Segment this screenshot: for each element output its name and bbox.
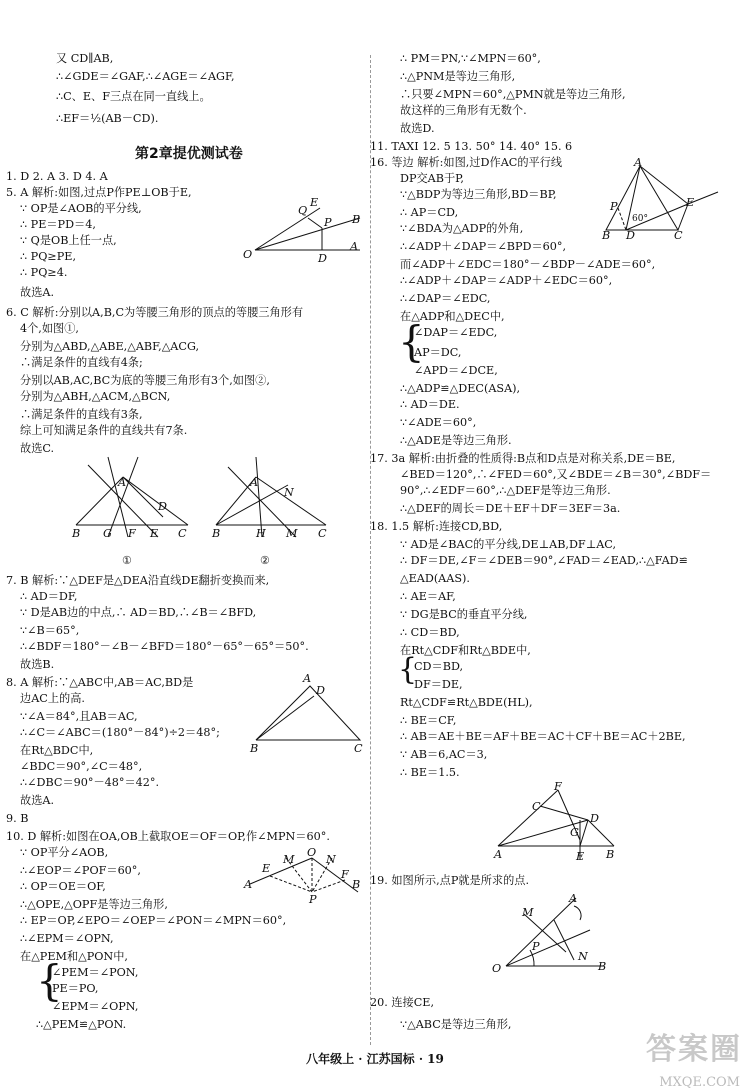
- left-line: ∠EPM＝∠OPN,: [52, 1000, 139, 1013]
- left-line: ∵ D是AB边的中点,∴ AD＝BD,∴∠B＝∠BFD,: [20, 606, 257, 619]
- right-line: ∵△ABC是等边三角形,: [400, 1018, 512, 1031]
- right-line: ∴ CD＝BD,: [400, 626, 460, 639]
- fig-q6b-label: N: [284, 486, 294, 499]
- right-line: DP交AB于P,: [400, 172, 464, 185]
- right-line: ∴ BE＝1.5.: [400, 766, 460, 779]
- left-line: ∴∠GDE＝∠GAF,∴∠AGE＝∠AGF,: [56, 70, 235, 83]
- left-line: ∴∠EOP＝∠POF＝60°,: [20, 864, 141, 877]
- fig-q16-label: B: [602, 229, 611, 242]
- fig-q6a-label: E: [150, 527, 159, 540]
- fig-q16-label: E: [686, 196, 695, 209]
- left-line: 10. D 解析:如图在OA,OB上截取OE＝OF＝OP,作∠MPN＝60°.: [6, 830, 330, 843]
- fig-q6b-label: A: [250, 476, 259, 489]
- fig-q16-label: P: [610, 200, 618, 213]
- right-line: ∴只要∠MPN＝60°,△PMN就是等边三角形,: [400, 88, 626, 101]
- right-line: 在△ADP和△DEC中,: [400, 310, 505, 323]
- left-line: 综上可知满足条件的直线共有7条.: [20, 424, 188, 437]
- left-line: ∴ PE＝PD＝4,: [20, 218, 96, 231]
- right-line: 而∠ADP＋∠EDC＝180°－∠BDP－∠ADE＝60°,: [400, 258, 656, 271]
- right-line: ∴∠ADP＋∠DAP＝∠BPD＝60°,: [400, 240, 567, 253]
- right-line: 90°,∴∠EDF＝60°,∴△DEF是等边三角形.: [400, 484, 611, 497]
- column-divider: [370, 55, 371, 1045]
- right-line: ∴ AB＝AE＋BE＝AF＋BE＝AC＋CF＋BE＝AC＋2BE,: [400, 730, 686, 743]
- left-line: 5. A 解析:如图,过点P作PE⊥OB于E,: [6, 186, 192, 199]
- fig-q5-label: D: [318, 252, 327, 265]
- right-line: 19. 如图所示,点P就是所求的点.: [370, 874, 530, 887]
- fig-q8-label: D: [316, 684, 325, 697]
- fig-q10-label: P: [309, 893, 317, 906]
- left-line: 在Rt△BDC中,: [20, 744, 94, 757]
- fig-q16-label: D: [626, 229, 635, 242]
- right-line: 20. 连接CE,: [370, 996, 435, 1009]
- left-line: 又 CD∥AB,: [56, 52, 114, 65]
- right-line: ∴ BE＝CF,: [400, 714, 457, 727]
- right-line: ∵∠ADE＝60°,: [400, 416, 477, 429]
- fig-q19-label: P: [532, 940, 540, 953]
- fig-q6b-label: H: [256, 527, 266, 540]
- left-line: ∴ AD＝DF,: [20, 590, 78, 603]
- left-line: ∴满足条件的直线有4条;: [20, 356, 143, 369]
- left-line: ∴满足条件的直线有3条,: [20, 408, 143, 421]
- right-line: ∴ AP＝CD,: [400, 206, 459, 219]
- right-line: ∠BED＝120°,∴∠FED＝60°,又∠BDE＝∠B＝30°,∠BDF＝: [400, 468, 712, 481]
- fig-q5-label: Q: [298, 204, 308, 217]
- fig-q19-label: M: [522, 906, 534, 919]
- right-line: ∵△BDP为等边三角形,BD＝BP,: [400, 188, 557, 201]
- right-line: ∴△PNM是等边三角形,: [400, 70, 516, 83]
- fig-q18-label: B: [606, 848, 615, 861]
- fig-q8-label: A: [303, 672, 312, 685]
- right-line: ∴∠DAP＝∠EDC,: [400, 292, 491, 305]
- left-line: ∵∠A＝84°,且AB＝AC,: [20, 710, 138, 723]
- fig-q6a-label: G: [103, 527, 112, 540]
- right-line: ∵ AB＝6,AC＝3,: [400, 748, 488, 761]
- left-line: 1. D 2. A 3. D 4. A: [6, 170, 108, 183]
- figure-q18: [492, 784, 622, 860]
- figure-q8: [248, 680, 368, 750]
- left-line: 故选A.: [20, 794, 55, 807]
- fig-q6a-label: D: [158, 500, 167, 513]
- right-line: 11. TAXI 12. 5 13. 50° 14. 40° 15. 6: [370, 140, 573, 153]
- fig-q5-label: B: [352, 213, 361, 226]
- left-line: 故选B.: [20, 658, 55, 671]
- right-line: ∴ PM＝PN,∵∠MPN＝60°,: [400, 52, 541, 65]
- fig-q18-label: E: [576, 850, 585, 863]
- right-line: ∴ AE＝AF,: [400, 590, 456, 603]
- left-line: 6. C 解析:分别以A,B,C为等腰三角形的顶点的等腰三角形有: [6, 306, 304, 319]
- fig-q18-label: F: [554, 780, 562, 793]
- fig-q5-label: P: [324, 216, 332, 229]
- left-line: ∴∠DBC＝90°－48°＝42°.: [20, 776, 160, 789]
- fig-q16-label: C: [674, 229, 683, 242]
- left-line: ∠PEM＝∠PON,: [52, 966, 139, 979]
- right-line: ∠APD＝∠DCE,: [414, 364, 498, 377]
- fig-q10-label: O: [307, 846, 317, 859]
- right-line: 故这样的三角形有无数个.: [400, 104, 527, 117]
- brace-left-q10: {: [36, 956, 63, 1005]
- fig-q10-label: E: [262, 862, 271, 875]
- left-line: 故选C.: [20, 442, 55, 455]
- fig-q6b-label: M: [286, 527, 298, 540]
- right-line: AP＝DC,: [414, 346, 462, 359]
- fig-q18-label: C: [532, 800, 541, 813]
- fig-q19-label: O: [492, 962, 502, 975]
- right-line: 16. 等边 解析:如图,过D作AC的平行线: [370, 156, 563, 169]
- fig-q5-label: E: [310, 196, 319, 209]
- left-line: 故选A.: [20, 286, 55, 299]
- left-line: 分别以AB,AC,BC为底的等腰三角形有3个,如图②,: [20, 374, 270, 387]
- left-line: 7. B 解析:∵△DEF是△DEA沿直线DE翻折变换而来,: [6, 574, 270, 587]
- left-line: ∴ PQ≥PE,: [20, 250, 76, 263]
- fig-q16-label: 60°: [632, 214, 648, 224]
- brace-right-q16: {: [398, 317, 425, 366]
- fig-q8-label: C: [354, 742, 363, 755]
- left-line: ∵∠B＝65°,: [20, 624, 80, 637]
- right-line: Rt△CDF≌Rt△BDE(HL),: [400, 696, 533, 709]
- left-line: ∴ PQ≥4.: [20, 266, 68, 279]
- right-line: DF＝DE,: [414, 678, 463, 691]
- right-line: ∵ AD是∠BAC的平分线,DE⊥AB,DF⊥AC,: [400, 538, 617, 551]
- fig-q19-label: N: [578, 950, 588, 963]
- left-line: ∴∠BDF＝180°－∠B－∠BFD＝180°－65°－65°＝50°.: [20, 640, 309, 653]
- right-line: 在Rt△CDF和Rt△BDE中,: [400, 644, 531, 657]
- fig-q10-label: F: [341, 868, 349, 881]
- right-line: ∴∠ADP＋∠DAP＝∠ADP＋∠EDC＝60°,: [400, 274, 613, 287]
- fig-q6a-label: B: [72, 527, 81, 540]
- right-line: CD＝BD,: [414, 660, 464, 673]
- left-line: ∴∠EPM＝∠OPN,: [20, 932, 114, 945]
- left-line: 分别为△ABH,△ACM,△BCN,: [20, 390, 171, 403]
- fig-q18-label: G: [570, 826, 579, 839]
- right-line: ∴△DEF的周长＝DE＋EF＋DF＝3EF＝3a.: [400, 502, 621, 515]
- fig-q6b-label: ②: [260, 554, 271, 567]
- right-line: 故选D.: [400, 122, 435, 135]
- left-line: 在△PEM和△PON中,: [20, 950, 128, 963]
- left-line: ∴C、E、F三点在同一直线上。: [56, 90, 211, 103]
- fig-q5-label: O: [243, 248, 253, 261]
- right-line: ∴△ADE是等边三角形.: [400, 434, 512, 447]
- fig-q6b-label: B: [212, 527, 221, 540]
- brace-right-q18: {: [398, 652, 418, 687]
- fig-q6a-label: C: [178, 527, 187, 540]
- fig-q19-label: B: [598, 960, 607, 973]
- left-line: ∴△PEM≌△PON.: [36, 1018, 127, 1031]
- left-line: ∠BDC＝90°,∠C＝48°,: [20, 760, 143, 773]
- right-line: △EAD(AAS).: [400, 572, 470, 585]
- fig-q10-label: A: [244, 878, 253, 891]
- right-line: 18. 1.5 解析:连接CD,BD,: [370, 520, 503, 533]
- left-line: ∴∠C＝∠ABC＝(180°－84°)÷2＝48°;: [20, 726, 220, 739]
- left-line: PE＝PO,: [52, 982, 99, 995]
- fig-q6a-label: F: [128, 527, 136, 540]
- fig-q10-label: B: [352, 878, 361, 891]
- watermark-url: MXQE.COM: [659, 1075, 740, 1090]
- right-line: ∠DAP＝∠EDC,: [414, 326, 498, 339]
- left-line: 分别为△ABD,△ABE,△ABF,△ACG,: [20, 340, 200, 353]
- left-line: ∴EF＝½(AB－CD).: [56, 112, 159, 125]
- right-line: ∴ DF＝DE,∠F＝∠DEB＝90°,∠FAD＝∠EAD,∴△FAD≌: [400, 554, 688, 567]
- left-line: ∴ EP＝OP,∠EPO＝∠OEP＝∠PON＝∠MPN＝60°,: [20, 914, 287, 927]
- section-title: 第2章提优测试卷: [135, 146, 243, 162]
- right-line: ∴△ADP≌△DEC(ASA),: [400, 382, 521, 395]
- left-line: 4个,如图①,: [20, 322, 79, 335]
- left-line: ∵ Q是OB上任一点,: [20, 234, 117, 247]
- fig-q18-label: A: [494, 848, 503, 861]
- left-line: ∵ OP平分∠AOB,: [20, 846, 109, 859]
- page-footer: 八年级上 · 江苏国标 · 19: [306, 1052, 444, 1066]
- right-line: ∵∠BDA为△ADP的外角,: [400, 222, 524, 235]
- fig-q19-label: A: [569, 892, 578, 905]
- left-line: ∵ OP是∠AOB的平分线,: [20, 202, 142, 215]
- right-line: 17. 3a 解析:由折叠的性质得:B点和D点是对称关系,DE＝BE,: [370, 452, 676, 465]
- left-line: ∴△OPE,△OPF是等边三角形,: [20, 898, 168, 911]
- right-line: ∴ AD＝DE.: [400, 398, 460, 411]
- fig-q6b-label: C: [318, 527, 327, 540]
- fig-q8-label: B: [250, 742, 259, 755]
- fig-q6a-label: A: [118, 476, 127, 489]
- fig-q16-label: A: [634, 156, 643, 169]
- fig-q18-label: D: [590, 812, 599, 825]
- fig-q6a-label: ①: [122, 554, 133, 567]
- left-line: ∴ OP＝OE＝OF,: [20, 880, 106, 893]
- left-line: 9. B: [6, 812, 29, 825]
- left-line: 8. A 解析:∵△ABC中,AB＝AC,BD是: [6, 676, 194, 689]
- watermark-logo: 答案圈: [646, 1032, 742, 1067]
- fig-q5-label: A: [350, 240, 359, 253]
- fig-q10-label: M: [283, 853, 295, 866]
- right-line: ∵ DG是BC的垂直平分线,: [400, 608, 528, 621]
- fig-q10-label: N: [326, 853, 336, 866]
- left-line: 边AC上的高.: [20, 692, 85, 705]
